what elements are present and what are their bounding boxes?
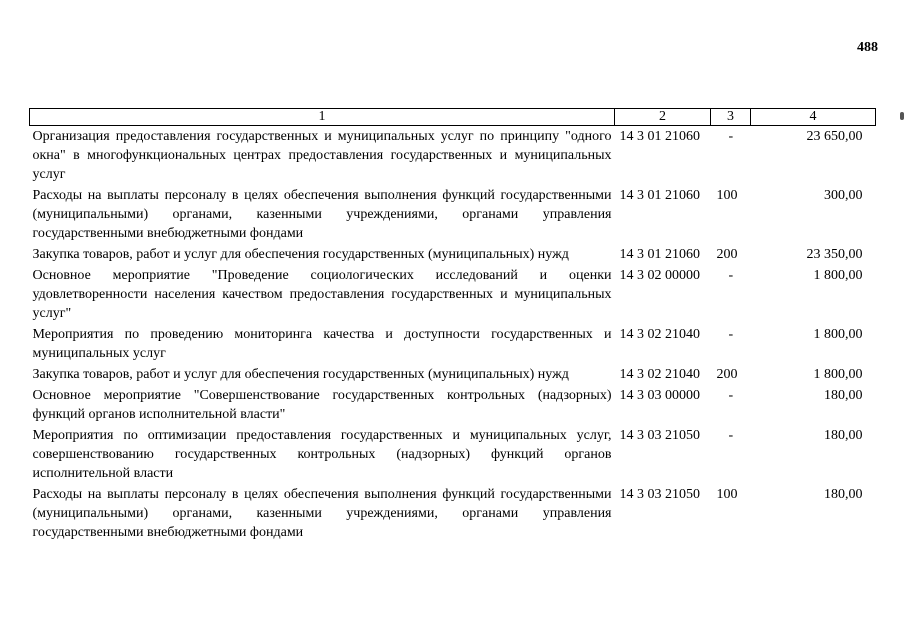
row-type: - (728, 388, 734, 403)
header-col-4: 4 (751, 109, 876, 126)
table-row (30, 324, 876, 364)
page-number: 488 (857, 40, 878, 55)
header-col-3: 3 (711, 109, 751, 126)
row-name: Закупка товаров, работ и услуг для обеспечения государственных (муниципальных) нужд (32, 367, 569, 382)
table-row (30, 265, 876, 324)
row-type: 100 (716, 188, 738, 203)
row-name: Организация предоставления государственных и муниципальных услуг по принципу "одного окна" в многофункциональных центрах предоставления государственных и муниципальных услуг (32, 129, 612, 182)
row-name: Мероприятия по проведению мониторинга качества и доступности государственных и муниципальных услуг (32, 327, 612, 361)
table-row (30, 385, 876, 425)
row-name: Мероприятия по оптимизации предоставления государственных и муниципальных услуг, совершенствованию государственных контрольных (надзорных) функций органов исполнительной власти (32, 428, 612, 481)
row-type: 200 (716, 247, 738, 262)
row-amount: 23 650,00 (806, 129, 863, 144)
row-code: 14 3 01 21060 (619, 247, 700, 262)
row-amount: 1 800,00 (813, 327, 863, 342)
table-row (30, 126, 876, 186)
row-amount: 23 350,00 (806, 247, 863, 262)
row-name: Расходы на выплаты персоналу в целях обеспечения выполнения функций государственными (муниципальными) органами, казенными учреждениями, органами управления государственными внебюджетными фондами (32, 188, 612, 241)
row-type: - (728, 428, 734, 443)
row-code: 14 3 03 00000 (619, 388, 700, 403)
header-col-1: 1 (30, 109, 615, 126)
row-type: - (728, 129, 734, 144)
row-code: 14 3 03 21050 (619, 487, 700, 502)
row-code: 14 3 03 21050 (619, 428, 700, 443)
row-type: 200 (716, 367, 738, 382)
row-code: 14 3 02 21040 (619, 327, 700, 342)
table-row (30, 484, 876, 543)
row-code: 14 3 01 21060 (619, 188, 700, 203)
table-row (30, 185, 876, 244)
row-type: 100 (716, 487, 738, 502)
table-header-row (30, 109, 876, 126)
row-name: Основное мероприятие "Проведение социологических исследований и оценки удовлетворенности населения качеством предоставления государственных и муниципальных услуг" (32, 268, 612, 321)
row-amount: 180,00 (824, 428, 863, 443)
table-row (30, 244, 876, 265)
row-type: - (728, 268, 734, 283)
row-code: 14 3 02 00000 (619, 268, 700, 283)
scan-edge-mark (900, 112, 904, 120)
row-amount: 300,00 (824, 188, 863, 203)
header-col-2: 2 (615, 109, 711, 126)
row-name: Основное мероприятие "Совершенствование государственных контрольных (надзорных) функций органов исполнительной власти" (32, 388, 612, 422)
row-type: - (728, 327, 734, 342)
table-row (30, 425, 876, 484)
row-name: Закупка товаров, работ и услуг для обеспечения государственных (муниципальных) нужд (32, 247, 569, 262)
row-code: 14 3 01 21060 (619, 129, 700, 144)
row-name: Расходы на выплаты персоналу в целях обеспечения выполнения функций государственными (муниципальными) органами, казенными учреждениями, органами управления государственными внебюджетными фондами (32, 487, 612, 540)
row-code: 14 3 02 21040 (619, 367, 700, 382)
row-amount: 1 800,00 (813, 268, 863, 283)
row-amount: 180,00 (824, 388, 863, 403)
row-amount: 1 800,00 (813, 367, 863, 382)
row-amount: 180,00 (824, 487, 863, 502)
budget-table (29, 108, 876, 543)
table-row (30, 364, 876, 385)
